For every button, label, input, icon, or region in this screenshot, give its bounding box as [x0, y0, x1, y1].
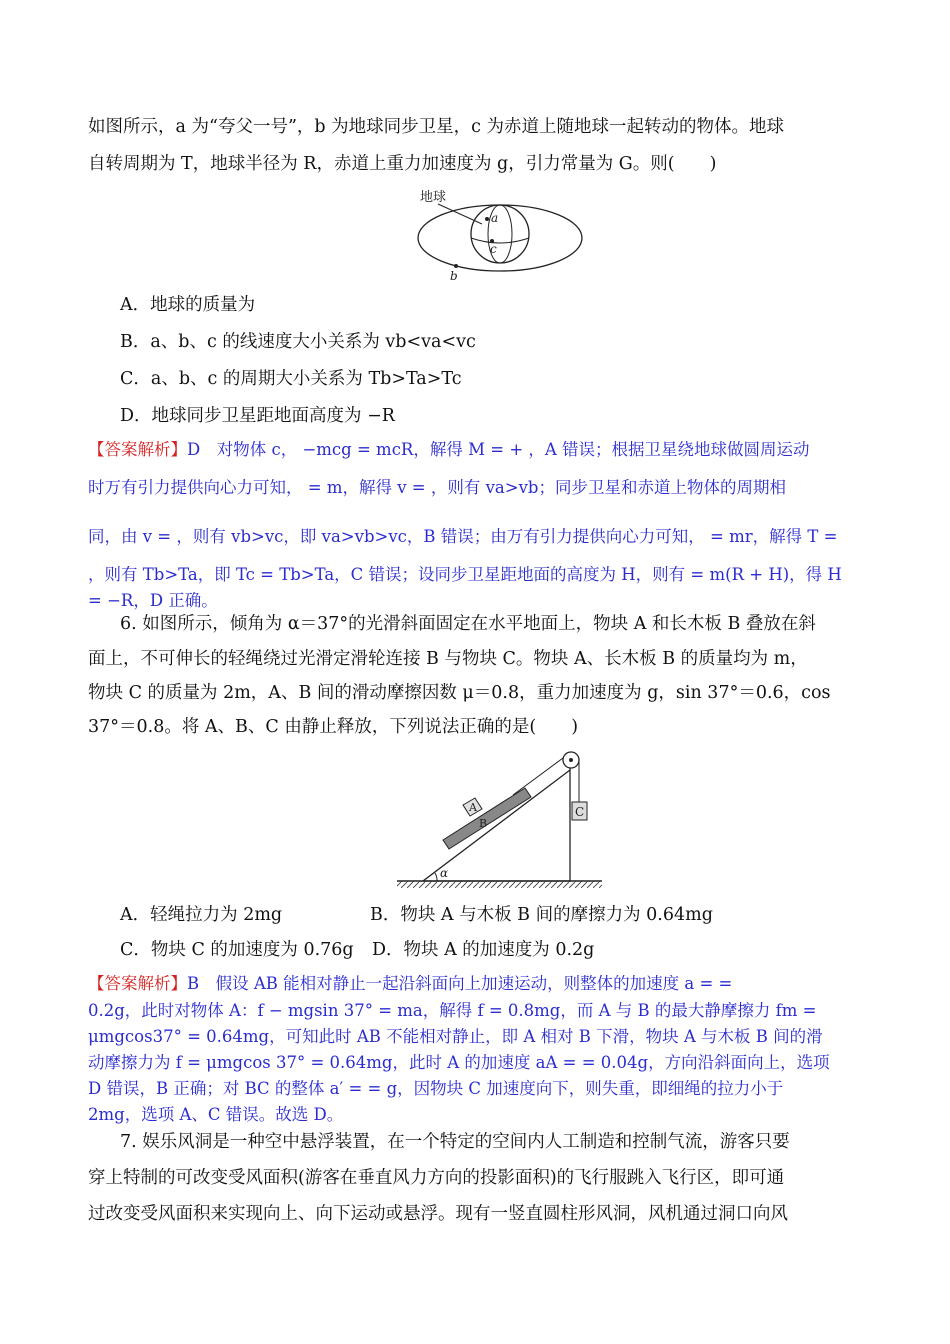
q5-fig-label-earth: 地球: [420, 190, 447, 205]
q5-answer-text1: D 对物体 c， −mcg = mcR，解得 M = + ，A 错误；根据卫星绕地球做圆周运动: [187, 440, 810, 459]
q5-fig-label-a: a: [491, 211, 499, 225]
q6-stem-line3: 物块 C 的质量为 2m，A、B 间的滑动摩擦因数 μ＝0.8，重力加速度为 g，sin 37°＝0.6，cos: [88, 683, 831, 703]
q6-stem-line2: 面上，不可伸长的轻绳绕过光滑定滑轮连接 B 与物块 C。物块 A、长木板 B 的质量均为 m，: [88, 649, 808, 669]
q6-option-a: A．轻绳拉力为 2mg: [120, 905, 283, 925]
q5-answer-line4: ，则有 Tb>Ta，即 Tc = Tb>Ta，C 错误；设同步卫星距地面的高度为 H，则有 = m(R + H)，得 H: [88, 565, 842, 584]
q5-answer-tag: 【答案解析】: [88, 440, 187, 459]
q6-answer-text1: B 假设 AB 能相对静止一起沿斜面向上加速运动，则整体的加速度 a = =: [187, 974, 733, 993]
q6-stem-line4: 37°＝0.8。将 A、B、C 由静止释放，下列说法正确的是( ): [88, 717, 579, 737]
q5-option-d: D．地球同步卫星距地面高度为 −R: [120, 406, 395, 426]
q6-answer-line4: 动摩擦力为 f = μmgcos 37° = 0.64mg，此时 A 的加速度 aA = = 0.04g，方向沿斜面向上，选项: [88, 1053, 830, 1072]
q6-fig-label-A: A: [469, 801, 477, 814]
q6-option-c: C．物块 C 的加速度为 0.76g: [120, 940, 354, 960]
q7-stem-line1: 7. 娱乐风洞是一种空中悬浮装置，在一个特定的空间内人工制造和控制气流，游客只要: [120, 1132, 790, 1152]
q6-answer-line2: 0.2g，此时对物体 A：f − mgsin 37° = ma，解得 f = 0.8mg，而 A 与 B 的最大静摩擦力 fm =: [88, 1001, 817, 1020]
q6-answer-tag: 【答案解析】: [88, 974, 187, 993]
q5-stem-line1: 如图所示，a 为“夸父一号”，b 为地球同步卫星，c 为赤道上随地球一起转动的物体。地球: [88, 117, 785, 137]
q5-fig-label-c: c: [490, 242, 497, 256]
q7-stem-line2: 穿上特制的可改变受风面积(游客在垂直风力方向的投影面积)的飞行服跳入飞行区，即可通: [88, 1168, 785, 1188]
q6-answer-line6: 2mg，选项 A、C 错误。故选 D。: [88, 1105, 344, 1124]
q5-option-a: A．地球的质量为: [120, 295, 256, 315]
q5-fig-label-b: b: [450, 269, 458, 283]
q7-stem-line3: 过改变受风面积来实现向上、向下运动或悬浮。现有一竖直圆柱形风洞，风机通过洞口向风: [88, 1204, 788, 1224]
q6-answer-line5: D 错误，B 正确；对 BC 的整体 a′ = = g，因物块 C 加速度向下，则失重，即细绳的拉力小于: [88, 1079, 784, 1098]
q6-fig-label-alpha: α: [440, 866, 449, 880]
q6-option-d: D．物块 A 的加速度为 0.2g: [372, 940, 595, 960]
q6-option-b: B．物块 A 与木板 B 间的摩擦力为 0.64mg: [370, 905, 713, 925]
q6-answer-line1: [88, 972, 732, 996]
q6-incline-pulley-figure: [395, 750, 615, 890]
q6-answer-line3: μmgcos37° = 0.64mg，可知此时 AB 不能相对静止，即 A 相对 B 下滑，物块 A 与木板 B 间的滑: [88, 1027, 823, 1046]
q5-answer-line2: 时万有引力提供向心力可知， = m，解得 v = ，则有 va>vb；同步卫星和赤道上物体的周期相: [88, 478, 786, 497]
q5-option-b: B．a、b、c 的线速度大小关系为 vb<va<vc: [120, 332, 476, 352]
q6-stem-line1: 6. 如图所示，倾角为 α＝37°的光滑斜面固定在水平地面上，物块 A 和长木板 B 叠放在斜: [120, 614, 816, 634]
q6-fig-label-B: B: [479, 817, 488, 830]
q5-stem-line2: 自转周期为 T，地球半径为 R，赤道上重力加速度为 g，引力常量为 G。则( ): [88, 154, 717, 174]
q5-answer-line5: = −R，D 正确。: [88, 591, 218, 610]
q5-earth-orbit-figure: [410, 186, 595, 284]
q6-fig-label-C: C: [575, 805, 585, 819]
q5-option-c: C．a、b、c 的周期大小关系为 Tb>Ta>Tc: [120, 369, 462, 389]
q5-answer-line1: [88, 438, 810, 462]
q5-answer-line3: 同，由 v = ，则有 vb>vc，即 va>vb>vc，B 错误；由万有引力提供向心力可知， = mr，解得 T =: [88, 527, 838, 546]
